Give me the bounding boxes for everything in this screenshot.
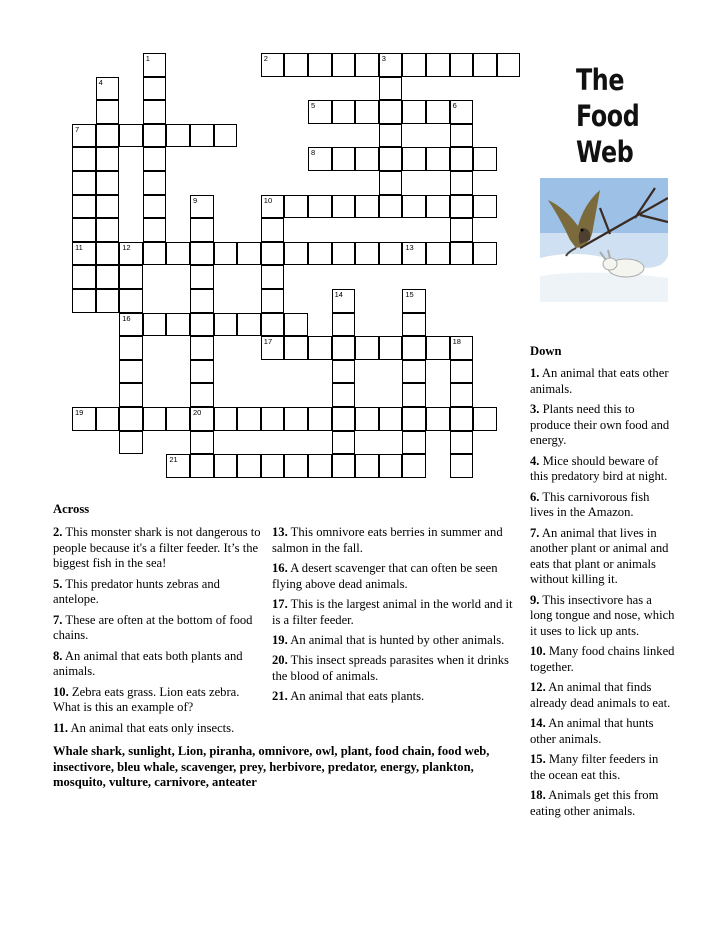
- clue-down-7: 7. An animal that lives in another plant or animal and eats that plant or animals without killing it.: [530, 525, 669, 587]
- crossword-cell[interactable]: [96, 242, 120, 266]
- clue-number: 21: [169, 455, 178, 465]
- crossword-cell[interactable]: [143, 53, 167, 77]
- crossword-cell[interactable]: [96, 100, 120, 124]
- crossword-cell[interactable]: [402, 100, 426, 124]
- crossword-cell[interactable]: [426, 195, 450, 219]
- crossword-cell[interactable]: [426, 407, 450, 431]
- crossword-cell[interactable]: [308, 195, 332, 219]
- clue-across-8: 8. An animal that eats both plants and animals.: [53, 648, 243, 679]
- clue-number: 15: [405, 290, 414, 299]
- clue-number: 18: [452, 337, 461, 347]
- crossword-cell[interactable]: [379, 124, 403, 148]
- crossword-cell[interactable]: [119, 313, 143, 337]
- crossword-cell[interactable]: [96, 147, 120, 171]
- clue-down-14: 14. An animal that hunts other animals.: [530, 716, 654, 746]
- clue-number: 8: [311, 148, 316, 158]
- crossword-cell[interactable]: [143, 407, 167, 431]
- crossword-cell[interactable]: [308, 407, 332, 431]
- crossword-cell[interactable]: [473, 242, 497, 266]
- crossword-cell[interactable]: [166, 313, 190, 337]
- clue-number: 19: [75, 408, 84, 417]
- crossword-cell[interactable]: [308, 100, 332, 124]
- crossword-cell[interactable]: [119, 407, 143, 431]
- crossword-cell[interactable]: [355, 195, 379, 219]
- crossword-cell[interactable]: [284, 195, 308, 219]
- across-clues-col1: [53, 525, 261, 741]
- crossword-cell[interactable]: [119, 336, 143, 360]
- clue-number: 16: [122, 313, 131, 323]
- clue-across-10: 10. Zebra eats grass. Lion eats zebra. What is this an example of?: [53, 684, 240, 715]
- crossword-cell[interactable]: [355, 336, 379, 360]
- crossword-cell[interactable]: [308, 53, 332, 77]
- clue-number: 7: [75, 124, 80, 134]
- crossword-cell[interactable]: [473, 147, 497, 171]
- crossword-cell[interactable]: [450, 218, 474, 242]
- crossword-cell[interactable]: [379, 454, 403, 478]
- crossword-cell[interactable]: [284, 313, 308, 337]
- crossword-cell[interactable]: [355, 147, 379, 171]
- crossword-cell[interactable]: [96, 124, 120, 148]
- crossword-cell[interactable]: [450, 431, 474, 455]
- crossword-cell[interactable]: [214, 313, 238, 337]
- crossword-cell[interactable]: [261, 407, 285, 431]
- crossword-cell[interactable]: [402, 407, 426, 431]
- crossword-cell[interactable]: [214, 124, 238, 148]
- crossword-cell[interactable]: [96, 265, 120, 289]
- clue-across-13: 13. This omnivore eats berries in summer and salmon in the fall.: [272, 525, 503, 555]
- across-clues-col2: [272, 525, 522, 710]
- crossword-cell[interactable]: [450, 100, 474, 124]
- crossword-cell[interactable]: [96, 218, 120, 242]
- puzzle-title: [576, 62, 642, 170]
- crossword-cell[interactable]: [143, 100, 167, 124]
- crossword-cell[interactable]: [72, 265, 96, 289]
- crossword-cell[interactable]: [119, 383, 143, 407]
- crossword-cell[interactable]: [450, 360, 474, 384]
- crossword-cell[interactable]: [332, 147, 356, 171]
- crossword-cell[interactable]: [379, 147, 403, 171]
- crossword-cell[interactable]: [190, 265, 214, 289]
- crossword-cell[interactable]: [402, 147, 426, 171]
- crossword-cell[interactable]: [284, 336, 308, 360]
- clue-across-2: 2. This monster shark is not dangerous to people because it's a filter feeder. It’s the biggest fish in the sea!: [53, 525, 261, 571]
- hawk-rabbit-illustration: [540, 178, 668, 302]
- crossword-cell[interactable]: [261, 195, 285, 219]
- crossword-cell[interactable]: [379, 77, 403, 101]
- clue-number: 5: [311, 101, 316, 111]
- crossword-cell[interactable]: [402, 431, 426, 455]
- crossword-cell[interactable]: [426, 147, 450, 171]
- crossword-cell[interactable]: [72, 147, 96, 171]
- crossword-cell[interactable]: [402, 289, 426, 313]
- crossword-cell[interactable]: [473, 53, 497, 77]
- crossword-cell[interactable]: [190, 289, 214, 313]
- clue-number: 11: [75, 242, 83, 252]
- clue-number: 10: [263, 195, 273, 205]
- crossword-cell[interactable]: [119, 124, 143, 148]
- crossword-cell[interactable]: [402, 242, 426, 266]
- crossword-cell[interactable]: [119, 242, 143, 266]
- crossword-cell[interactable]: [450, 336, 474, 360]
- crossword-cell[interactable]: [332, 431, 356, 455]
- crossword-cell[interactable]: [237, 242, 261, 266]
- crossword-cell[interactable]: [379, 336, 403, 360]
- crossword-cell[interactable]: [143, 147, 167, 171]
- crossword-cell[interactable]: [261, 242, 285, 266]
- crossword-cell[interactable]: [72, 124, 96, 148]
- crossword-cell[interactable]: [450, 242, 474, 266]
- crossword-cell[interactable]: [426, 100, 450, 124]
- crossword-cell[interactable]: [166, 124, 190, 148]
- clue-number: 1: [145, 54, 150, 63]
- crossword-cell[interactable]: [355, 407, 379, 431]
- crossword-cell[interactable]: [96, 77, 120, 101]
- crossword-cell[interactable]: [261, 289, 285, 313]
- crossword-cell[interactable]: [473, 195, 497, 219]
- clue-down-10: 10. Many food chains linked together.: [530, 644, 675, 674]
- clue-down-18: 18. Animals get this from eating other animals.: [530, 788, 659, 818]
- clue-number: 17: [263, 337, 273, 347]
- crossword-cell[interactable]: [284, 454, 308, 478]
- crossword-cell[interactable]: [355, 454, 379, 478]
- clue-number: 13: [405, 242, 414, 252]
- crossword-cell[interactable]: [284, 407, 308, 431]
- word-bank: Whale shark, sunlight, Lion, piranha, omnivore, owl, plant, food chain, food web, insectivore, bleu whale, scavenger, prey, herbivore, predator, energy, plankton, mosquito, vulture, carnivore, anteater: [53, 744, 490, 790]
- crossword-cell[interactable]: [450, 171, 474, 195]
- crossword-cell[interactable]: [355, 242, 379, 266]
- crossword-cell[interactable]: [190, 218, 214, 242]
- crossword-cell[interactable]: [237, 407, 261, 431]
- crossword-cell[interactable]: [284, 53, 308, 77]
- crossword-cell[interactable]: [332, 407, 356, 431]
- crossword-cell[interactable]: [237, 454, 261, 478]
- crossword-cell[interactable]: [332, 336, 356, 360]
- crossword-cell[interactable]: [143, 218, 167, 242]
- crossword-cell[interactable]: [72, 242, 96, 266]
- crossword-cell[interactable]: [261, 53, 285, 77]
- crossword-cell[interactable]: [402, 195, 426, 219]
- crossword-cell[interactable]: [450, 147, 474, 171]
- clue-number: 6: [452, 101, 457, 111]
- crossword-cell[interactable]: [402, 383, 426, 407]
- crossword-cell[interactable]: [214, 407, 238, 431]
- crossword-cell[interactable]: [214, 454, 238, 478]
- clue-down-6: 6. This carnivorous fish lives in the Amazon.: [530, 489, 650, 520]
- crossword-cell[interactable]: [332, 313, 356, 337]
- down-clues: [530, 366, 676, 824]
- crossword-cell[interactable]: [450, 454, 474, 478]
- crossword-cell[interactable]: [143, 195, 167, 219]
- crossword-cell[interactable]: [190, 336, 214, 360]
- crossword-cell[interactable]: [308, 454, 332, 478]
- crossword-cell[interactable]: [402, 313, 426, 337]
- crossword-cell[interactable]: [379, 242, 403, 266]
- crossword-cell[interactable]: [450, 195, 474, 219]
- crossword-cell[interactable]: [190, 431, 214, 455]
- crossword-cell[interactable]: [450, 407, 474, 431]
- crossword-cell[interactable]: [379, 407, 403, 431]
- crossword-cell[interactable]: [379, 100, 403, 124]
- crossword-cell[interactable]: [190, 124, 214, 148]
- clue-down-4: 4. Mice should beware of this predatory bird at night.: [530, 453, 668, 484]
- crossword-cell[interactable]: [426, 53, 450, 77]
- crossword-cell[interactable]: [284, 242, 308, 266]
- crossword-cell[interactable]: [143, 171, 167, 195]
- crossword-cell[interactable]: [379, 53, 403, 77]
- crossword-cell[interactable]: [119, 289, 143, 313]
- crossword-cell[interactable]: [190, 242, 214, 266]
- crossword-cell[interactable]: [166, 407, 190, 431]
- crossword-cell[interactable]: [72, 171, 96, 195]
- crossword-cell[interactable]: [261, 336, 285, 360]
- crossword-cell[interactable]: [355, 100, 379, 124]
- clue-across-7: 7. These are often at the bottom of food chains.: [53, 612, 253, 643]
- crossword-cell[interactable]: [143, 313, 167, 337]
- crossword-cell[interactable]: [426, 242, 450, 266]
- crossword-cell[interactable]: [332, 383, 356, 407]
- crossword-cell[interactable]: [190, 383, 214, 407]
- crossword-cell[interactable]: [402, 360, 426, 384]
- crossword-cell[interactable]: [190, 313, 214, 337]
- title-line-1: The: [576, 63, 625, 97]
- crossword-cell[interactable]: [214, 242, 238, 266]
- crossword-cell[interactable]: [143, 242, 167, 266]
- clue-number: 20: [193, 408, 202, 417]
- crossword-cell[interactable]: [72, 407, 96, 431]
- crossword-cell[interactable]: [332, 289, 356, 313]
- down-heading: Down: [530, 344, 562, 358]
- crossword-cell[interactable]: [308, 242, 332, 266]
- crossword-cell[interactable]: [426, 336, 450, 360]
- crossword-cell[interactable]: [450, 53, 474, 77]
- crossword-cell[interactable]: [402, 336, 426, 360]
- clue-number: 12: [122, 242, 131, 252]
- crossword-cell[interactable]: [402, 454, 426, 478]
- crossword-cell[interactable]: [355, 53, 379, 77]
- crossword-cell[interactable]: [237, 313, 261, 337]
- crossword-cell[interactable]: [96, 171, 120, 195]
- clue-across-16: 16. A desert scavenger that can often be seen flying above dead animals.: [272, 560, 498, 591]
- crossword-cell[interactable]: [72, 289, 96, 313]
- crossword-cell[interactable]: [261, 313, 285, 337]
- crossword-cell[interactable]: [190, 195, 214, 219]
- crossword-cell[interactable]: [190, 407, 214, 431]
- crossword-cell[interactable]: [166, 454, 190, 478]
- crossword-cell[interactable]: [143, 77, 167, 101]
- crossword-cell[interactable]: [332, 360, 356, 384]
- crossword-cell[interactable]: [332, 242, 356, 266]
- crossword-grid: [0, 0, 510, 490]
- crossword-cell[interactable]: [379, 195, 403, 219]
- clue-number: 3: [381, 54, 386, 63]
- crossword-cell[interactable]: [119, 360, 143, 384]
- across-heading: Across: [53, 502, 90, 516]
- crossword-cell[interactable]: [308, 147, 332, 171]
- crossword-cell[interactable]: [450, 124, 474, 148]
- clue-across-17: 17. This is the largest animal in the world and it is a filter feeder.: [272, 596, 513, 627]
- crossword-cell[interactable]: [402, 53, 426, 77]
- clue-number: 14: [334, 290, 343, 299]
- clue-across-5: 5. This predator hunts zebras and antelope.: [53, 576, 220, 607]
- crossword-cell[interactable]: [96, 407, 120, 431]
- crossword-cell[interactable]: [473, 407, 497, 431]
- clue-down-3: 3. Plants need this to produce their own food and energy.: [530, 401, 670, 448]
- crossword-cell[interactable]: [119, 265, 143, 289]
- crossword-cell[interactable]: [72, 218, 96, 242]
- crossword-cell[interactable]: [308, 336, 332, 360]
- clue-down-1: 1. An animal that eats other animals.: [530, 366, 669, 396]
- clue-number: 2: [263, 54, 268, 63]
- crossword-cell[interactable]: [119, 431, 143, 455]
- clue-across-21: 21. An animal that eats plants.: [272, 689, 425, 704]
- clue-down-15: 15. Many filter feeders in the ocean eat this.: [530, 752, 659, 782]
- crossword-cell[interactable]: [332, 195, 356, 219]
- crossword-cell[interactable]: [261, 218, 285, 242]
- clue-across-19: 19. An animal that is hunted by other animals.: [272, 632, 505, 647]
- crossword-cell[interactable]: [261, 265, 285, 289]
- title-line-2: Food: [576, 99, 640, 133]
- clue-across-11: 11. An animal that eats only insects.: [53, 720, 235, 735]
- crossword-cell[interactable]: [261, 454, 285, 478]
- clue-number: 4: [98, 77, 103, 87]
- crossword-cell[interactable]: [497, 53, 521, 77]
- crossword-cell[interactable]: [190, 454, 214, 478]
- crossword-cell[interactable]: [166, 242, 190, 266]
- clue-down-9: 9. This insectivore has a long tongue and nose, which it uses to lick up ants.: [530, 592, 675, 638]
- crossword-cell[interactable]: [96, 195, 120, 219]
- crossword-cell[interactable]: [379, 171, 403, 195]
- crossword-cell[interactable]: [332, 100, 356, 124]
- clue-number: 9: [193, 195, 198, 205]
- crossword-cell[interactable]: [72, 195, 96, 219]
- title-line-3: Web: [576, 135, 634, 169]
- crossword-cell[interactable]: [96, 289, 120, 313]
- crossword-cell[interactable]: [143, 124, 167, 148]
- crossword-cell[interactable]: [190, 360, 214, 384]
- clue-down-12: 12. An animal that finds already dead animals to eat.: [530, 680, 671, 710]
- crossword-cell[interactable]: [332, 53, 356, 77]
- crossword-cell[interactable]: [450, 383, 474, 407]
- clue-across-20: 20. This insect spreads parasites when it drinks the blood of animals.: [272, 653, 509, 683]
- crossword-cell[interactable]: [332, 454, 356, 478]
